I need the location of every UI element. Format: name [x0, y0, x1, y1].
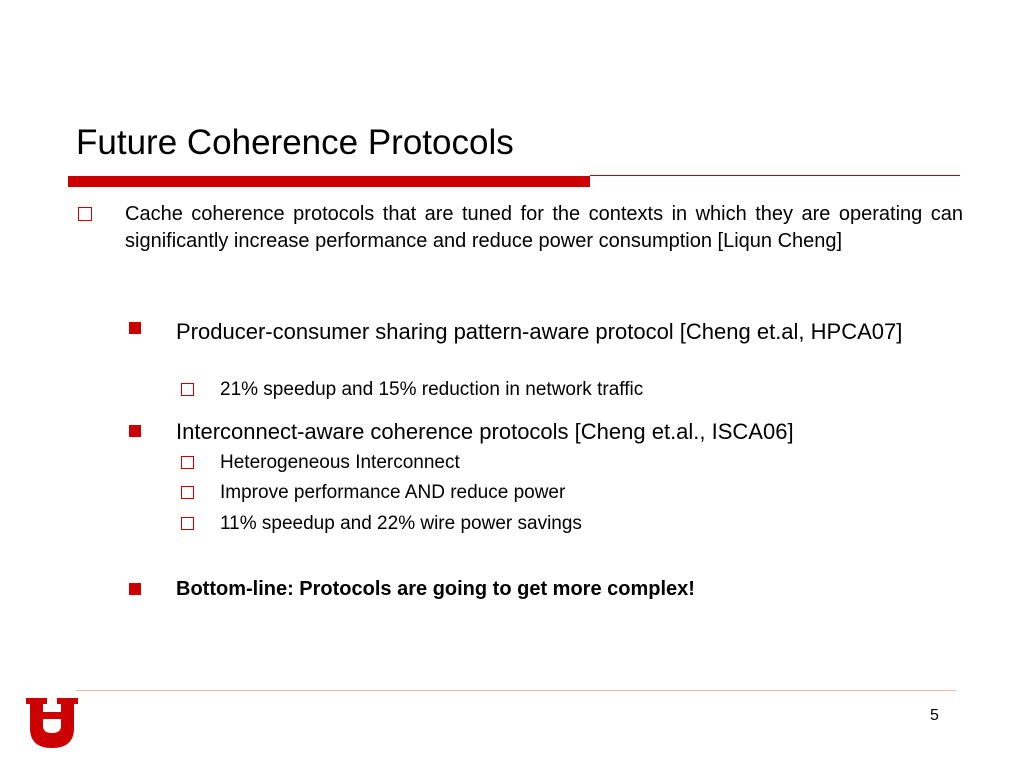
- sub-bullet-improve-performance: Improve performance AND reduce power: [220, 482, 566, 503]
- sub-bullet-heterogeneous: Heterogeneous Interconnect: [220, 452, 460, 473]
- solid-square-bullet-icon: [129, 583, 141, 595]
- footer-divider: [76, 690, 956, 691]
- hollow-square-bullet-icon: [181, 486, 194, 499]
- solid-square-bullet-icon: [129, 322, 141, 334]
- bullet-bottom-line: Bottom-line: Protocols are going to get more complex!: [176, 578, 695, 600]
- sub-bullet-wire-power: 11% speedup and 22% wire power savings: [220, 513, 582, 534]
- hollow-square-bullet-icon: [181, 456, 194, 469]
- title-underline-thick: [68, 176, 590, 187]
- bullet-cache-coherence: Cache coherence protocols that are tuned for the contexts in which they are operating can significantly increase performance and reduce power consumption [Liqun Cheng]: [125, 203, 963, 252]
- page-number: 5: [930, 707, 939, 724]
- solid-square-bullet-icon: [129, 425, 141, 437]
- bullet-interconnect-aware: Interconnect-aware coherence protocols [Cheng et.al., ISCA06]: [176, 419, 794, 444]
- hollow-square-bullet-icon: [181, 517, 194, 530]
- university-logo-icon: [26, 698, 78, 748]
- sub-bullet-speedup-network: 21% speedup and 15% reduction in network traffic: [220, 379, 644, 400]
- hollow-square-bullet-icon: [78, 207, 92, 221]
- hollow-square-bullet-icon: [181, 383, 194, 396]
- slide-title: Future Coherence Protocols: [76, 123, 514, 162]
- bullet-producer-consumer: Producer-consumer sharing pattern-aware protocol [Cheng et.al, HPCA07]: [176, 319, 903, 344]
- title-underline-thin: [590, 175, 960, 176]
